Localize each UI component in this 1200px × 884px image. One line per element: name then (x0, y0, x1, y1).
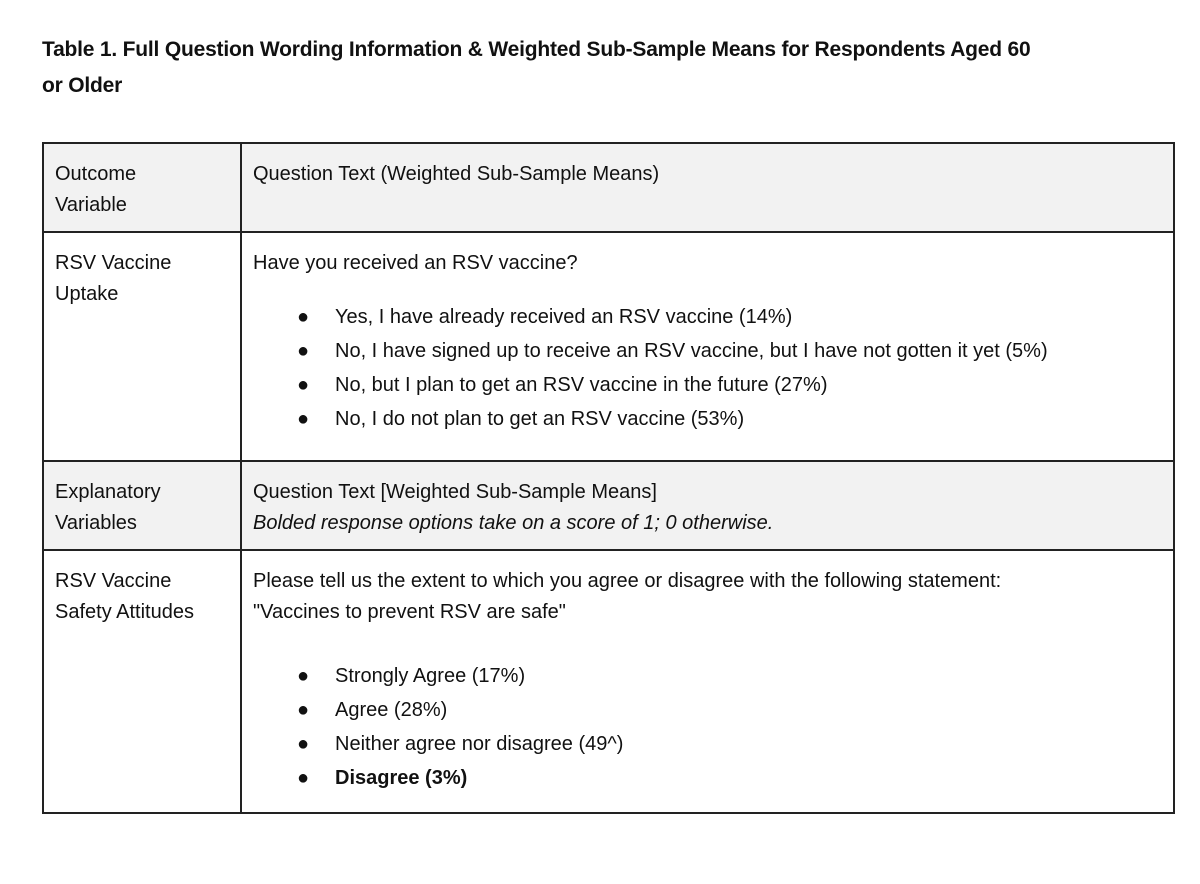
header-outcome-variable-cell (43, 143, 241, 232)
caption-line-1: Table 1. Full Question Wording Information & Weighted Sub-Sample Means for Respondents Aged 60 (42, 38, 1031, 61)
bullet-icon: ● (296, 767, 310, 789)
header-explanatory-variables-cell (43, 461, 241, 550)
table-header-row-explanatory (43, 461, 1174, 550)
list-item (293, 334, 1163, 368)
option-text: Strongly Agree (17%) (335, 665, 526, 687)
safety-question-line-1: Please tell us the extent to which you agree or disagree with the following statement: (253, 570, 1002, 592)
bullet-icon: ● (296, 340, 310, 362)
list-item (293, 368, 1163, 402)
safety-question-cell (241, 550, 1174, 813)
header2-note: Bolded response options take on a score of 1; 0 otherwise. (253, 512, 774, 534)
list-item (293, 727, 1163, 761)
option-text: No, I have signed up to receive an RSV vaccine, but I have not gotten it yet (5%) (335, 340, 1048, 362)
bullet-icon: ● (296, 374, 310, 396)
uptake-label-line-2: Uptake (55, 283, 119, 305)
table-row-rsv-safety (43, 550, 1174, 813)
header2-question-text: Question Text [Weighted Sub-Sample Means] (253, 481, 657, 503)
safety-label-cell (43, 550, 241, 813)
header2-question-text-cell (241, 461, 1174, 550)
uptake-label-cell (43, 232, 241, 461)
caption-line-2: or Older (42, 74, 123, 97)
header-outcome-line-1: Outcome (55, 163, 137, 185)
bullet-icon: ● (296, 733, 310, 755)
header-explanatory-line-1: Explanatory (55, 481, 161, 503)
safety-label-line-2: Safety Attitudes (55, 601, 194, 623)
list-item (293, 693, 1163, 727)
option-text: Yes, I have already received an RSV vaccine (14%) (335, 306, 793, 328)
uptake-label-line-1: RSV Vaccine (55, 252, 172, 274)
bullet-icon: ● (296, 408, 310, 430)
question-wording-table (42, 142, 1175, 814)
table-header-row-outcome (43, 143, 1174, 232)
option-text: No, I do not plan to get an RSV vaccine (53%) (335, 408, 745, 430)
option-text: No, but I plan to get an RSV vaccine in the future (27%) (335, 374, 828, 396)
header-explanatory-line-2: Variables (55, 512, 137, 534)
bullet-icon: ● (296, 306, 310, 328)
header-outcome-line-2: Variable (55, 194, 127, 216)
list-item (293, 761, 1163, 795)
safety-options-list (253, 659, 1163, 795)
table-caption (42, 32, 1142, 104)
bullet-icon: ● (296, 699, 310, 721)
safety-question-line-2: "Vaccines to prevent RSV are safe" (253, 601, 566, 623)
option-text-bolded: Disagree (3%) (335, 767, 468, 789)
uptake-question: Have you received an RSV vaccine? (253, 252, 578, 274)
table-row-rsv-uptake (43, 232, 1174, 461)
uptake-options-list (253, 300, 1163, 436)
header-question-text-cell (241, 143, 1174, 232)
bullet-icon: ● (296, 665, 310, 687)
list-item (293, 402, 1163, 436)
option-text: Agree (28%) (335, 699, 448, 721)
header-question-text: Question Text (Weighted Sub-Sample Means) (253, 163, 660, 185)
option-text: Neither agree nor disagree (49^) (335, 733, 624, 755)
uptake-question-cell (241, 232, 1174, 461)
list-item (293, 659, 1163, 693)
safety-label-line-1: RSV Vaccine (55, 570, 172, 592)
list-item (293, 300, 1163, 334)
